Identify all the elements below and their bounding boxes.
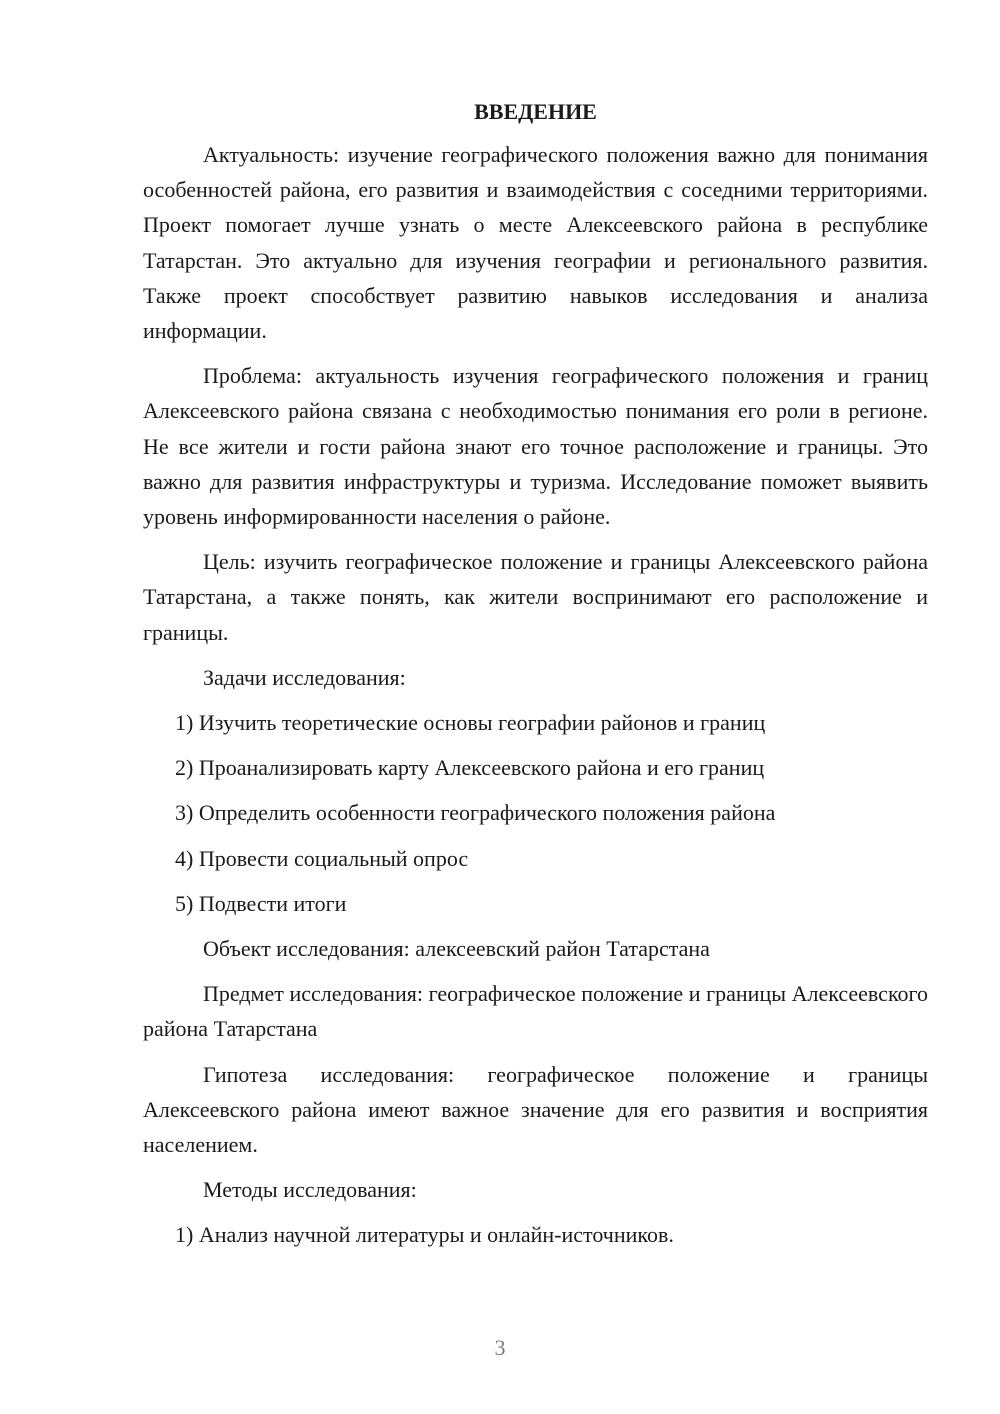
tasks-heading: Задачи исследования: xyxy=(203,664,406,690)
list-item-task-5: 5) Подвести итоги xyxy=(175,890,347,916)
tasks-list xyxy=(143,705,928,921)
page-content xyxy=(143,94,928,1263)
subject-paragraph: Предмет исследования: географическое положение и границы Алексеевского района Татарстана xyxy=(143,981,928,1042)
list-item-task-2: 2) Проанализировать карту Алексеевского района и его границ xyxy=(175,755,765,781)
page-number: 3 xyxy=(494,1335,506,1360)
relevance-paragraph: Актуальность: изучение географического положения важно для понимания особенностей района, его развития и взаимодействия с соседними территориями. Проект помогает лучше узнать о месте Алексеевского района в республике Татарстан. Это актуально для изучения географии и регионального развития. Также проект способствует развитию навыков исследования и анализа информации. xyxy=(143,142,928,344)
list-item-task-1: 1) Изучить теоретические основы географии районов и границ xyxy=(175,710,766,736)
list-item-task-3: 3) Определить особенности географического положения района xyxy=(175,800,776,826)
goal-paragraph: Цель: изучить географическое положение и границы Алексеевского района Татарстана, а также понять, как жители воспринимают его расположение и границы. xyxy=(143,549,928,645)
section-title: ВВЕДЕНИЕ xyxy=(474,99,597,124)
methods-heading: Методы исследования: xyxy=(203,1177,417,1203)
hypothesis-paragraph: Гипотеза исследования: географическое положение и границы Алексеевского района имеют важное значение для его развития и восприятия населением. xyxy=(143,1061,928,1158)
methods-list xyxy=(143,1217,928,1252)
object-paragraph: Объект исследования: алексеевский район Татарстана xyxy=(203,936,710,962)
list-item-method-1: 1) Анализ научной литературы и онлайн-источников. xyxy=(175,1222,674,1248)
problem-paragraph: Проблема: актуальность изучения географического положения и границ Алексеевского района связана с необходимостью понимания его роли в регионе. Не все жители и гости района знают его точное расположение и границы. Это важно для развития инфраструктуры и туризма. Исследование поможет выявить уровень информированности населения о районе. xyxy=(143,363,928,530)
list-item-task-4: 4) Провести социальный опрос xyxy=(175,845,469,871)
